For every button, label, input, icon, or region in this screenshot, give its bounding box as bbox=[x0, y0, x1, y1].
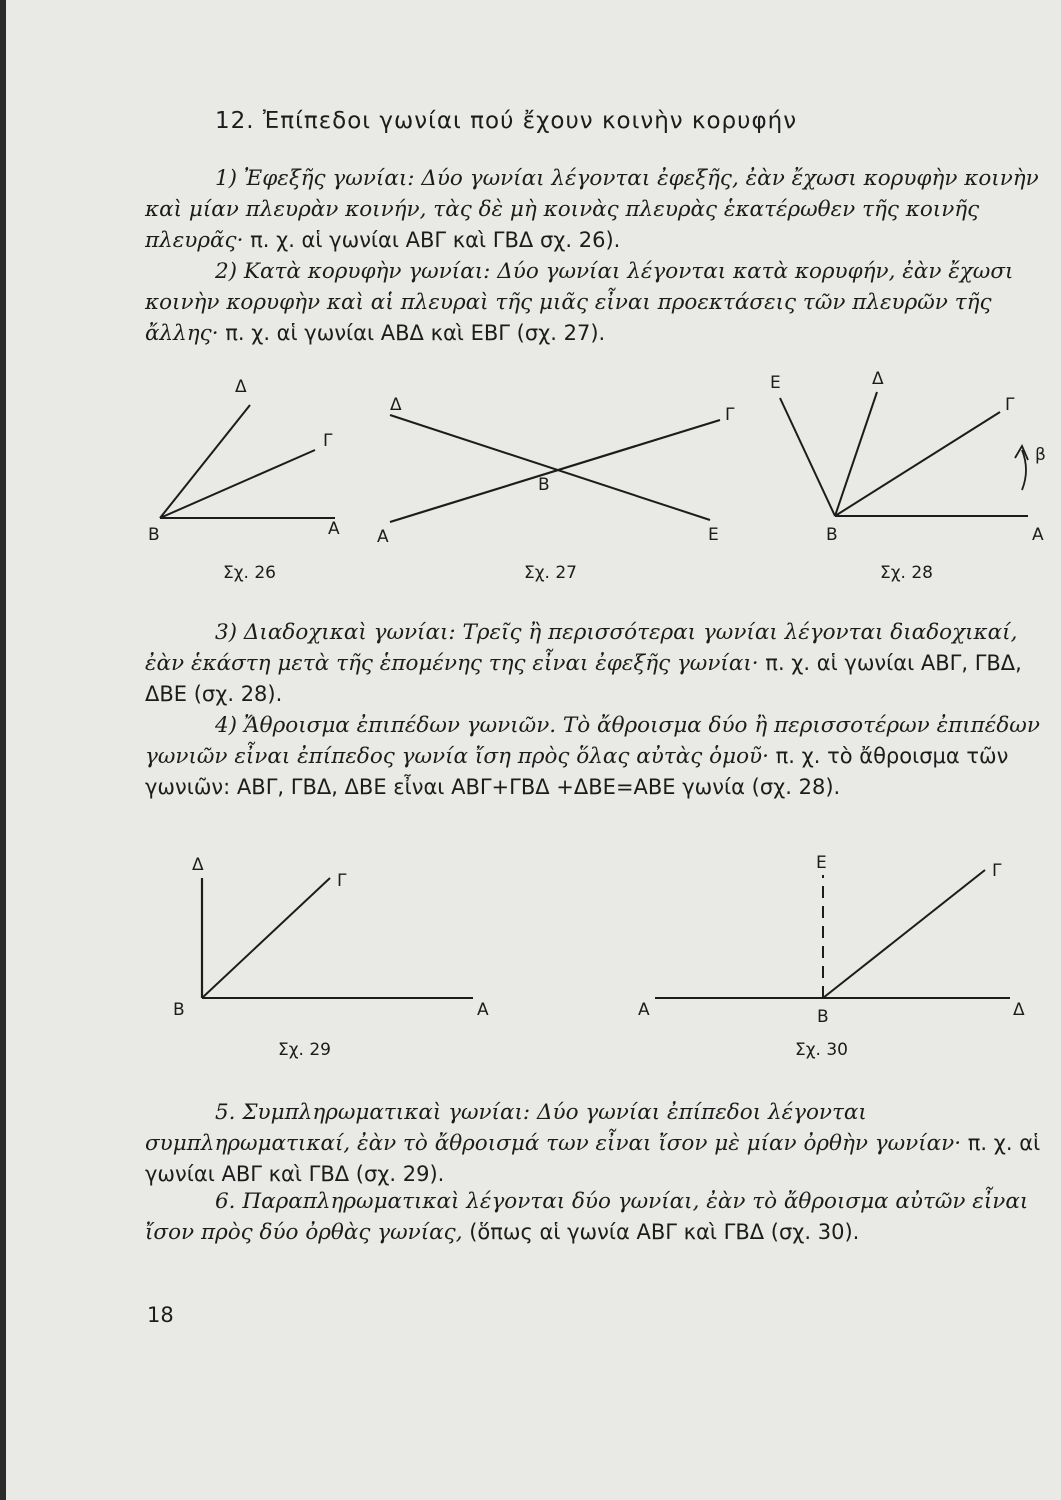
label-beta: Β bbox=[826, 525, 838, 545]
paragraph-complementary-angles bbox=[145, 1097, 1045, 1190]
page-number: 18 bbox=[147, 1303, 174, 1327]
label-alpha: Α bbox=[1032, 525, 1044, 545]
page-edge bbox=[0, 0, 6, 1500]
line-de bbox=[390, 415, 710, 520]
label-gamma: Γ bbox=[323, 431, 333, 451]
paragraph-example: (ὅπως αἱ γωνία ΑΒΓ καὶ ΓΒΔ (σχ. 30). bbox=[462, 1220, 860, 1244]
label-alpha: Α bbox=[638, 1000, 650, 1020]
paragraph-example: π. χ. αἱ γωνίαι ΑΒΓ καὶ ΓΒΔ σχ. 26). bbox=[243, 228, 621, 252]
caption-fig30: Σχ. 30 bbox=[795, 1040, 849, 1060]
figure-27 bbox=[375, 390, 735, 554]
label-beta: Β bbox=[817, 1007, 829, 1027]
label-beta: Β bbox=[148, 525, 160, 545]
ray-bg bbox=[823, 870, 985, 998]
caption-fig27: Σχ. 27 bbox=[524, 563, 578, 583]
ray-be bbox=[780, 398, 835, 516]
label-angle-beta: β bbox=[1035, 445, 1046, 465]
figure-29 bbox=[165, 850, 505, 1034]
ray-bg bbox=[160, 450, 315, 518]
paragraph-text: 4) Ἄθροισμα ἐπιπέδων γωνιῶν. Τὸ ἄθροισμα δύο ἢ περισσοτέρων ἐπιπέδων γωνιῶν εἶναι ἐπίπεδος γωνία ἴση πρὸς ὅλας αὐτὰς ὁμοῦ· bbox=[145, 713, 1040, 769]
label-epsilon: Ε bbox=[770, 373, 781, 393]
label-alpha: Α bbox=[377, 527, 389, 547]
paragraph-text: 5. Συμπληρωματικαὶ γωνίαι: Δύο γωνίαι ἐπίπεδοι λέγονται συμπληρωματικαί, ἐὰν τὸ ἄθροισμά των εἶναι ἴσον μὲ μίαν ὀρθὴν γωνίαν· bbox=[145, 1100, 962, 1156]
ray-bd bbox=[835, 392, 877, 516]
ray-bg bbox=[202, 878, 330, 998]
caption-fig26: Σχ. 26 bbox=[223, 563, 277, 583]
caption-fig28: Σχ. 28 bbox=[880, 563, 934, 583]
paragraph-adjacent-angles bbox=[145, 163, 1045, 256]
ray-bd bbox=[160, 405, 250, 518]
paragraph-example: π. χ. αἱ γωνίαι ΑΒΓ, ΓΒΔ, ΔΒΕ (σχ. 28). bbox=[145, 651, 1022, 706]
paragraph-text: 6. Παραπληρωματικαὶ λέγονται δύο γωνίαι, ἐὰν τὸ ἄθροισμα αὐτῶν εἶναι ἴσον πρὸς δύο ὀρθὰς γωνίας, bbox=[145, 1189, 1029, 1245]
label-gamma: Γ bbox=[725, 405, 735, 425]
caption-fig29: Σχ. 29 bbox=[278, 1040, 332, 1060]
label-epsilon: Ε bbox=[816, 853, 827, 873]
paragraph-example: π. χ. αἱ γωνίαι ΑΒΔ καὶ ΕΒΓ (σχ. 27). bbox=[218, 321, 606, 345]
paragraph-vertical-angles bbox=[145, 256, 1045, 349]
ray-bg bbox=[835, 412, 1000, 516]
label-beta: Β bbox=[538, 475, 550, 495]
figure-26 bbox=[140, 370, 360, 554]
label-beta: Β bbox=[173, 1000, 185, 1020]
figure-30 bbox=[630, 850, 1040, 1034]
label-alpha: Α bbox=[477, 1000, 489, 1020]
label-delta: Δ bbox=[390, 395, 402, 415]
label-delta: Δ bbox=[1013, 1000, 1025, 1020]
paragraph-example: π. χ. τὸ ἄθροισμα τῶν γωνιῶν: ΑΒΓ, ΓΒΔ, ΔΒΕ εἶναι ΑΒΓ+ΓΒΔ +ΔΒΕ=ΑΒΕ γωνία (σχ. 28). bbox=[145, 744, 1009, 799]
label-gamma: Γ bbox=[1005, 395, 1015, 415]
label-delta: Δ bbox=[192, 855, 204, 875]
label-delta: Δ bbox=[235, 377, 247, 397]
label-gamma: Γ bbox=[992, 861, 1002, 881]
paragraph-text: 3) Διαδοχικαὶ γωνίαι: Τρεῖς ἢ περισσότεραι γωνίαι λέγονται διαδοχικαί, ἐὰν ἑκάστη μετὰ τῆς ἑπομένης της εἶναι ἐφεξῆς γωνίαι· bbox=[145, 620, 1018, 676]
label-epsilon: Ε bbox=[708, 525, 719, 545]
section-heading: 12. Ἐπίπεδοι γωνίαι πού ἔχουν κοινὴν κορυφήν bbox=[215, 108, 798, 134]
paragraph-text: 2) Κατὰ κορυφὴν γωνίαι: Δύο γωνίαι λέγονται κατὰ κορυφήν, ἐὰν ἔχωσι κοινὴν κορυφὴν καὶ αἱ πλευραὶ τῆς μιᾶς εἶναι προεκτάσεις τῶν πλευρῶν τῆς ἄλλης· bbox=[145, 259, 1014, 346]
paragraph-angle-sum bbox=[145, 710, 1045, 803]
figure-28 bbox=[760, 370, 1055, 554]
arrow-icon bbox=[1015, 446, 1028, 460]
label-gamma: Γ bbox=[337, 871, 347, 891]
paragraph-example: π. χ. αἱ γωνίαι ΑΒΓ καὶ ΓΒΔ (σχ. 29). bbox=[145, 1131, 1041, 1186]
paragraph-successive-angles bbox=[145, 617, 1045, 710]
paragraph-text: 1) Ἐφεξῆς γωνίαι: Δύο γωνίαι λέγονται ἐφεξῆς, ἐὰν ἔχωσι κορυφὴν κοινὴν καὶ μίαν πλευρὰν κοινήν, τὰς δὲ μὴ κοινὰς πλευρὰς ἑκατέρωθεν τῆς κοινῆς πλευρᾶς· bbox=[145, 166, 1039, 253]
label-delta: Δ bbox=[872, 369, 884, 389]
paragraph-supplementary-angles bbox=[145, 1186, 1045, 1248]
label-alpha: Α bbox=[328, 519, 340, 539]
